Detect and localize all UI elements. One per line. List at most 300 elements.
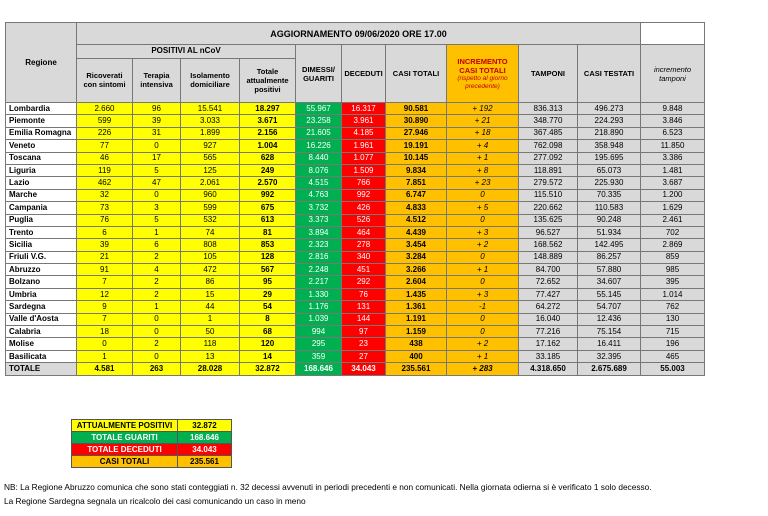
cell-ti: 17	[133, 152, 181, 164]
cell-ric: 12	[77, 288, 133, 300]
cell-tot: 95	[240, 276, 296, 288]
cell-inct: 715	[641, 326, 705, 338]
cell-casi: 3.284	[386, 251, 447, 263]
cell-dim: 8.440	[296, 152, 342, 164]
cell-test: 16.411	[578, 338, 641, 350]
cell-dec: 27	[342, 350, 386, 362]
cell-test: 218.890	[578, 127, 641, 139]
cell-inct: 2.461	[641, 214, 705, 226]
cell-tamp: 77.427	[519, 288, 578, 300]
table-row	[6, 127, 705, 139]
cell-tamp: 762.098	[519, 140, 578, 152]
cell-iso: 125	[181, 164, 240, 176]
cell-dec: 4.185	[342, 127, 386, 139]
cell-dim: 21.605	[296, 127, 342, 139]
legend-label: TOTALE GUARITI	[72, 432, 178, 444]
cell-ric: 7	[77, 313, 133, 325]
cell-ti: 5	[133, 214, 181, 226]
cell-tot: 32.872	[240, 363, 296, 375]
cell-ric: 4.581	[77, 363, 133, 375]
table-row	[6, 313, 705, 325]
legend-value: 32.872	[178, 420, 232, 432]
cell-dec: 1.961	[342, 140, 386, 152]
cell-dim: 168.646	[296, 363, 342, 375]
cell-tamp: 64.272	[519, 301, 578, 313]
cell-test: 57.880	[578, 264, 641, 276]
cell-casi: 90.581	[386, 103, 447, 115]
cell-tot: 613	[240, 214, 296, 226]
cell-inc: + 2	[447, 338, 519, 350]
header-incremento	[447, 45, 519, 103]
cell-ric: 21	[77, 251, 133, 263]
table-row	[6, 288, 705, 300]
cell-dim: 2.323	[296, 239, 342, 251]
cell-iso: 532	[181, 214, 240, 226]
cell-ti: 31	[133, 127, 181, 139]
cell-inct: 1.481	[641, 164, 705, 176]
cell-inct: 196	[641, 338, 705, 350]
cell-tamp: 33.185	[519, 350, 578, 362]
cell-test: 34.607	[578, 276, 641, 288]
cell-inc: 0	[447, 326, 519, 338]
cell-dim: 55.967	[296, 103, 342, 115]
cell-tamp: 168.562	[519, 239, 578, 251]
cell-tamp: 220.662	[519, 202, 578, 214]
cell-test: 358.948	[578, 140, 641, 152]
cell-iso: 960	[181, 189, 240, 201]
cell-dim: 2.217	[296, 276, 342, 288]
cell-test: 75.154	[578, 326, 641, 338]
cell-inct: 859	[641, 251, 705, 263]
cell-dim: 3.373	[296, 214, 342, 226]
cell-tot: 68	[240, 326, 296, 338]
cell-tamp: 4.318.650	[519, 363, 578, 375]
cell-inct: 11.850	[641, 140, 705, 152]
cell-ric: 39	[77, 239, 133, 251]
cell-regione: Liguria	[6, 164, 77, 176]
cell-iso: 808	[181, 239, 240, 251]
cell-casi: 1.435	[386, 288, 447, 300]
cell-regione: Toscana	[6, 152, 77, 164]
table-row	[6, 103, 705, 115]
report-container	[5, 22, 705, 466]
cell-iso: 44	[181, 301, 240, 313]
cell-regione: Piemonte	[6, 115, 77, 127]
cell-dec: 1.077	[342, 152, 386, 164]
cell-regione: Puglia	[6, 214, 77, 226]
table-row	[6, 202, 705, 214]
cell-inc: -1	[447, 301, 519, 313]
cell-inc: + 3	[447, 226, 519, 238]
cell-ric: 7	[77, 276, 133, 288]
table-row	[6, 350, 705, 362]
cell-dim: 4.763	[296, 189, 342, 201]
cell-dim: 295	[296, 338, 342, 350]
cell-test: 90.248	[578, 214, 641, 226]
cell-inc: 0	[447, 189, 519, 201]
cell-tot: 1.004	[240, 140, 296, 152]
cell-iso: 15	[181, 288, 240, 300]
cell-ti: 0	[133, 326, 181, 338]
legend-box	[71, 419, 232, 468]
cell-tot: 3.671	[240, 115, 296, 127]
page-title: AGGIORNAMENTO 09/06/2020 ORE 17.00	[77, 23, 641, 45]
cell-dim: 4.515	[296, 177, 342, 189]
cell-tot: 567	[240, 264, 296, 276]
cell-dim: 1.176	[296, 301, 342, 313]
cell-ric: 46	[77, 152, 133, 164]
cell-ric: 32	[77, 189, 133, 201]
cell-tamp: 96.527	[519, 226, 578, 238]
cell-ti: 263	[133, 363, 181, 375]
cell-ti: 2	[133, 288, 181, 300]
cell-regione: Sicilia	[6, 239, 77, 251]
cell-tamp: 836.313	[519, 103, 578, 115]
cell-inc: 0	[447, 214, 519, 226]
note-abruzzo: NB: La Regione Abruzzo comunica che sono stati conteggiati n. 32 decessi avvenuti in periodi precedenti e non comunicati. Nella giornata odierna si è verificato 1 solo decesso.	[4, 482, 652, 492]
cell-dec: 464	[342, 226, 386, 238]
cell-test: 55.145	[578, 288, 641, 300]
cell-dec: 340	[342, 251, 386, 263]
cell-ti: 2	[133, 276, 181, 288]
cell-tamp: 279.572	[519, 177, 578, 189]
cell-test: 70.335	[578, 189, 641, 201]
cell-regione: Friuli V.G.	[6, 251, 77, 263]
cell-ti: 3	[133, 202, 181, 214]
table-row	[6, 152, 705, 164]
cell-iso: 28.028	[181, 363, 240, 375]
legend-label: ATTUALMENTE POSITIVI	[72, 420, 178, 432]
cell-inc: + 2	[447, 239, 519, 251]
cell-inc: + 5	[447, 202, 519, 214]
header-deceduti: DECEDUTI	[342, 45, 386, 103]
header-totale-positivi: Totale attualmente positivi	[240, 58, 296, 102]
cell-ti: 39	[133, 115, 181, 127]
cell-casi: 400	[386, 350, 447, 362]
cell-inct: 1.200	[641, 189, 705, 201]
cell-iso: 472	[181, 264, 240, 276]
cell-tot: 8	[240, 313, 296, 325]
cell-inct: 55.003	[641, 363, 705, 375]
table-row	[6, 264, 705, 276]
cell-tot: 628	[240, 152, 296, 164]
cell-ti: 1	[133, 226, 181, 238]
cell-regione: Campania	[6, 202, 77, 214]
total-row	[6, 363, 705, 375]
cell-inct: 3.386	[641, 152, 705, 164]
cell-tot: 853	[240, 239, 296, 251]
cell-ti: 1	[133, 301, 181, 313]
cell-casi: 10.145	[386, 152, 447, 164]
cell-casi: 30.890	[386, 115, 447, 127]
table-row	[6, 239, 705, 251]
cell-tamp: 348.770	[519, 115, 578, 127]
cell-dim: 3.894	[296, 226, 342, 238]
cell-dim: 1.039	[296, 313, 342, 325]
header-blank	[641, 23, 705, 45]
cell-tot: 54	[240, 301, 296, 313]
cell-tamp: 84.700	[519, 264, 578, 276]
cell-regione: Valle d'Aosta	[6, 313, 77, 325]
cell-inc: + 23	[447, 177, 519, 189]
cell-inct: 465	[641, 350, 705, 362]
legend-value: 168.646	[178, 432, 232, 444]
legend-row	[72, 432, 232, 444]
header-ricoverati: Ricoverati con sintomi	[77, 58, 133, 102]
cell-test: 225.930	[578, 177, 641, 189]
cell-casi: 235.561	[386, 363, 447, 375]
table-row	[6, 140, 705, 152]
cell-iso: 13	[181, 350, 240, 362]
cell-inct: 9.848	[641, 103, 705, 115]
cell-dim: 23.258	[296, 115, 342, 127]
covid-table	[5, 22, 705, 376]
cell-tot: 29	[240, 288, 296, 300]
cell-ric: 462	[77, 177, 133, 189]
cell-casi: 27.946	[386, 127, 447, 139]
cell-casi: 438	[386, 338, 447, 350]
cell-dim: 8.076	[296, 164, 342, 176]
table-row	[6, 326, 705, 338]
legend-row	[72, 456, 232, 468]
table-row	[6, 115, 705, 127]
table-row	[6, 189, 705, 201]
cell-tamp: 77.216	[519, 326, 578, 338]
cell-test: 86.257	[578, 251, 641, 263]
cell-dec: 992	[342, 189, 386, 201]
cell-tamp: 118.891	[519, 164, 578, 176]
legend-value: 235.561	[178, 456, 232, 468]
cell-iso: 565	[181, 152, 240, 164]
cell-iso: 1.899	[181, 127, 240, 139]
cell-regione: Emilia Romagna	[6, 127, 77, 139]
header-regione: Regione	[6, 23, 77, 103]
cell-regione: Abruzzo	[6, 264, 77, 276]
cell-ti: 0	[133, 350, 181, 362]
cell-ti: 0	[133, 313, 181, 325]
cell-regione: Lombardia	[6, 103, 77, 115]
cell-ti: 6	[133, 239, 181, 251]
header-isolamento: Isolamento domiciliare	[181, 58, 240, 102]
cell-casi: 4.833	[386, 202, 447, 214]
legend-value: 34.043	[178, 444, 232, 456]
cell-regione: Veneto	[6, 140, 77, 152]
cell-tot: 249	[240, 164, 296, 176]
cell-dim: 2.816	[296, 251, 342, 263]
cell-inc: 0	[447, 313, 519, 325]
note-sardegna: La Regione Sardegna segnala un ricalcolo dei casi comunicando un caso in meno	[4, 496, 306, 506]
cell-test: 142.495	[578, 239, 641, 251]
cell-tamp: 72.652	[519, 276, 578, 288]
header-positivi-group: POSITIVI AL nCoV	[77, 45, 296, 59]
cell-casi: 4.439	[386, 226, 447, 238]
cell-test: 54.707	[578, 301, 641, 313]
cell-ric: 226	[77, 127, 133, 139]
cell-test: 51.934	[578, 226, 641, 238]
cell-ric: 119	[77, 164, 133, 176]
cell-casi: 1.361	[386, 301, 447, 313]
cell-dec: 97	[342, 326, 386, 338]
cell-dim: 1.330	[296, 288, 342, 300]
cell-ric: 599	[77, 115, 133, 127]
cell-tot: 128	[240, 251, 296, 263]
cell-casi: 1.191	[386, 313, 447, 325]
legend-row	[72, 420, 232, 432]
cell-casi: 2.604	[386, 276, 447, 288]
cell-ric: 76	[77, 214, 133, 226]
cell-test: 224.293	[578, 115, 641, 127]
cell-regione: Sardegna	[6, 301, 77, 313]
table-row	[6, 251, 705, 263]
cell-inct: 130	[641, 313, 705, 325]
cell-ric: 6	[77, 226, 133, 238]
cell-tamp: 367.485	[519, 127, 578, 139]
cell-ti: 4	[133, 264, 181, 276]
cell-inct: 2.869	[641, 239, 705, 251]
legend-label: TOTALE DECEDUTI	[72, 444, 178, 456]
cell-inct: 6.523	[641, 127, 705, 139]
cell-test: 32.395	[578, 350, 641, 362]
cell-test: 12.436	[578, 313, 641, 325]
cell-dec: 76	[342, 288, 386, 300]
cell-iso: 2.061	[181, 177, 240, 189]
cell-tamp: 16.040	[519, 313, 578, 325]
cell-inc: + 1	[447, 350, 519, 362]
cell-tamp: 135.625	[519, 214, 578, 226]
cell-inc: + 8	[447, 164, 519, 176]
cell-ti: 2	[133, 251, 181, 263]
cell-inc: + 1	[447, 264, 519, 276]
cell-ti: 47	[133, 177, 181, 189]
cell-inc: + 283	[447, 363, 519, 375]
cell-inc: + 1	[447, 152, 519, 164]
cell-iso: 118	[181, 338, 240, 350]
cell-iso: 3.033	[181, 115, 240, 127]
cell-regione: Trento	[6, 226, 77, 238]
cell-regione: TOTALE	[6, 363, 77, 375]
cell-ti: 0	[133, 140, 181, 152]
cell-test: 110.583	[578, 202, 641, 214]
cell-casi: 4.512	[386, 214, 447, 226]
cell-ti: 96	[133, 103, 181, 115]
header-incremento-label: INCREMENTO CASI TOTALI	[457, 56, 508, 75]
cell-tot: 18.297	[240, 103, 296, 115]
cell-iso: 105	[181, 251, 240, 263]
cell-regione: Marche	[6, 189, 77, 201]
cell-dec: 34.043	[342, 363, 386, 375]
cell-tot: 120	[240, 338, 296, 350]
cell-dec: 292	[342, 276, 386, 288]
cell-test: 2.675.689	[578, 363, 641, 375]
cell-dec: 426	[342, 202, 386, 214]
cell-regione: Molise	[6, 338, 77, 350]
table-row	[6, 338, 705, 350]
cell-test: 65.073	[578, 164, 641, 176]
cell-dec: 526	[342, 214, 386, 226]
cell-casi: 1.159	[386, 326, 447, 338]
cell-tot: 675	[240, 202, 296, 214]
cell-inct: 3.687	[641, 177, 705, 189]
cell-iso: 50	[181, 326, 240, 338]
cell-dec: 23	[342, 338, 386, 350]
cell-dec: 3.961	[342, 115, 386, 127]
table-row	[6, 226, 705, 238]
cell-casi: 19.191	[386, 140, 447, 152]
cell-dec: 131	[342, 301, 386, 313]
cell-inct: 1.014	[641, 288, 705, 300]
cell-test: 496.273	[578, 103, 641, 115]
cell-casi: 6.747	[386, 189, 447, 201]
cell-regione: Umbria	[6, 288, 77, 300]
cell-test: 195.695	[578, 152, 641, 164]
cell-dec: 766	[342, 177, 386, 189]
cell-dec: 144	[342, 313, 386, 325]
cell-iso: 15.541	[181, 103, 240, 115]
cell-ric: 73	[77, 202, 133, 214]
cell-dec: 16.317	[342, 103, 386, 115]
cell-ti: 0	[133, 189, 181, 201]
cell-inc: + 21	[447, 115, 519, 127]
cell-iso: 86	[181, 276, 240, 288]
cell-casi: 3.266	[386, 264, 447, 276]
header-casi-testati: CASI TESTATI	[578, 45, 641, 103]
cell-tot: 14	[240, 350, 296, 362]
cell-tamp: 17.162	[519, 338, 578, 350]
cell-tamp: 148.889	[519, 251, 578, 263]
cell-dim: 16.226	[296, 140, 342, 152]
cell-inc: + 18	[447, 127, 519, 139]
notes	[4, 480, 652, 508]
header-incremento-tamponi: incremento tamponi	[641, 45, 705, 103]
cell-ric: 0	[77, 338, 133, 350]
cell-inct: 762	[641, 301, 705, 313]
cell-regione: Bolzano	[6, 276, 77, 288]
cell-dec: 451	[342, 264, 386, 276]
header-terapia: Terapia intensiva	[133, 58, 181, 102]
cell-iso: 1	[181, 313, 240, 325]
cell-inct: 985	[641, 264, 705, 276]
cell-ric: 18	[77, 326, 133, 338]
table-body	[6, 103, 705, 376]
cell-tot: 992	[240, 189, 296, 201]
cell-dim: 994	[296, 326, 342, 338]
cell-dec: 278	[342, 239, 386, 251]
cell-inct: 395	[641, 276, 705, 288]
cell-dim: 2.248	[296, 264, 342, 276]
cell-ric: 1	[77, 350, 133, 362]
cell-casi: 3.454	[386, 239, 447, 251]
table-row	[6, 177, 705, 189]
cell-inc: + 4	[447, 140, 519, 152]
table-row	[6, 164, 705, 176]
cell-dec: 1.509	[342, 164, 386, 176]
cell-inct: 3.846	[641, 115, 705, 127]
header-casi-totali: CASI TOTALI	[386, 45, 447, 103]
cell-regione: Basilicata	[6, 350, 77, 362]
cell-ric: 2.660	[77, 103, 133, 115]
cell-ti: 2	[133, 338, 181, 350]
legend-label: CASI TOTALI	[72, 456, 178, 468]
cell-casi: 9.834	[386, 164, 447, 176]
cell-casi: 7.851	[386, 177, 447, 189]
cell-iso: 74	[181, 226, 240, 238]
cell-regione: Lazio	[6, 177, 77, 189]
cell-tamp: 115.510	[519, 189, 578, 201]
header-incremento-sub: (rispetto al giorno precedente)	[457, 74, 508, 90]
cell-inc: 0	[447, 251, 519, 263]
table-row	[6, 276, 705, 288]
legend-row	[72, 444, 232, 456]
